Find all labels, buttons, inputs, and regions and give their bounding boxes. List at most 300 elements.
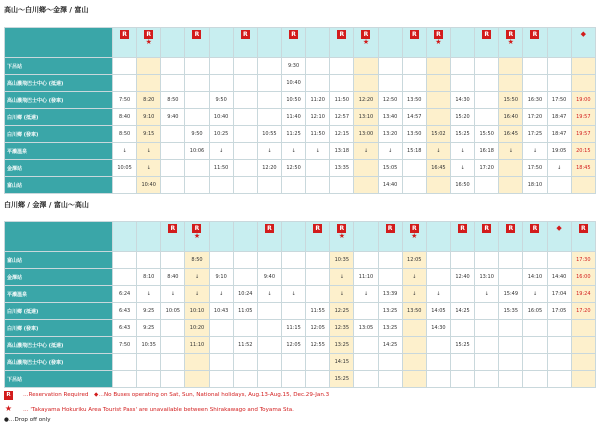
- time-cell: 13:50: [402, 126, 426, 143]
- time-cell: 12:50: [281, 160, 305, 177]
- time-cell: ↓: [354, 286, 378, 303]
- reservation-icon: R: [265, 224, 274, 233]
- time-cell: [161, 371, 185, 388]
- time-cell: 12:05: [281, 337, 305, 354]
- time-cell: 8:50: [113, 126, 137, 143]
- time-cell: 13:39: [378, 286, 402, 303]
- time-cell: 16:40: [499, 109, 523, 126]
- reservation-icon: R: [4, 391, 13, 400]
- time-cell: [402, 177, 426, 194]
- time-cell: [475, 337, 499, 354]
- station-label: 金澤站: [5, 269, 113, 286]
- time-cell: 13:18: [330, 143, 354, 160]
- time-cell: 14:25: [450, 303, 474, 320]
- time-cell: [233, 92, 257, 109]
- time-cell: [499, 252, 523, 269]
- time-cell: 11:10: [185, 337, 209, 354]
- time-cell: 13:20: [378, 126, 402, 143]
- star-icon: ★: [411, 232, 418, 240]
- time-cell: 17:50: [547, 92, 571, 109]
- star-icon: ★: [145, 38, 152, 46]
- header-cell: [185, 222, 209, 252]
- time-cell: [209, 252, 233, 269]
- time-cell: 11:05: [233, 303, 257, 320]
- time-cell: [209, 177, 233, 194]
- time-cell: [281, 371, 305, 388]
- time-cell: [209, 337, 233, 354]
- time-cell: [113, 371, 137, 388]
- reservation-icon: R: [410, 224, 419, 233]
- time-cell: [306, 177, 330, 194]
- time-cell: 10:24: [233, 286, 257, 303]
- legend-pass-text: … 'Takayama Hokuriku Area Tourist Pass' are unavailable between Shirakawago and Toyama Sta.: [23, 407, 294, 413]
- time-cell: ↓: [257, 286, 281, 303]
- station-label: 白川鄉 (發車): [5, 126, 113, 143]
- time-cell: 10:35: [330, 252, 354, 269]
- time-cell: [571, 177, 595, 194]
- time-cell: 6:43: [113, 303, 137, 320]
- time-cell: 10:40: [281, 75, 305, 92]
- time-cell: [402, 354, 426, 371]
- time-cell: [475, 371, 499, 388]
- time-cell: 8:50: [185, 252, 209, 269]
- table-row: [5, 177, 596, 194]
- time-cell: ↓: [137, 143, 161, 160]
- time-cell: 10:40: [209, 109, 233, 126]
- time-cell: [137, 354, 161, 371]
- time-cell: 12:35: [330, 320, 354, 337]
- time-cell: 15:25: [330, 371, 354, 388]
- time-cell: [523, 337, 547, 354]
- station-label: 白川鄉 (抵達): [5, 109, 113, 126]
- time-cell: [257, 371, 281, 388]
- table-row: [5, 75, 596, 92]
- time-cell: [233, 109, 257, 126]
- time-cell: 15:25: [450, 126, 474, 143]
- time-cell: [378, 252, 402, 269]
- table2-title: 白川鄉 / 金澤 / 富山～高山: [4, 201, 89, 209]
- time-cell: [571, 320, 595, 337]
- time-cell: 13:00: [354, 126, 378, 143]
- header-cell: [523, 28, 547, 58]
- time-cell: [547, 320, 571, 337]
- time-cell: [450, 371, 474, 388]
- header-cell: [137, 28, 161, 58]
- time-cell: ↓: [523, 286, 547, 303]
- time-cell: [161, 75, 185, 92]
- time-cell: 9:25: [137, 320, 161, 337]
- time-cell: 9:25: [137, 303, 161, 320]
- time-cell: ↓: [354, 143, 378, 160]
- time-cell: [330, 177, 354, 194]
- time-cell: [475, 109, 499, 126]
- time-cell: [571, 75, 595, 92]
- time-cell: [402, 160, 426, 177]
- time-cell: 10:40: [137, 177, 161, 194]
- reservation-icon: R: [530, 30, 539, 39]
- reservation-icon: R: [120, 30, 129, 39]
- time-cell: [233, 252, 257, 269]
- time-cell: 19:57: [571, 126, 595, 143]
- time-cell: [281, 177, 305, 194]
- header-cell: [233, 222, 257, 252]
- time-cell: [475, 320, 499, 337]
- time-cell: [113, 177, 137, 194]
- time-cell: 11:20: [306, 92, 330, 109]
- time-cell: [161, 126, 185, 143]
- header-cell: [475, 28, 499, 58]
- time-cell: 19:00: [571, 92, 595, 109]
- time-cell: 15:05: [378, 160, 402, 177]
- header-cell: [354, 222, 378, 252]
- header-cell: [426, 222, 450, 252]
- time-cell: ↓: [402, 286, 426, 303]
- time-cell: [402, 371, 426, 388]
- time-cell: 10:06: [185, 143, 209, 160]
- time-cell: 10:10: [185, 303, 209, 320]
- time-cell: 17:50: [523, 160, 547, 177]
- time-cell: [450, 252, 474, 269]
- time-cell: [185, 92, 209, 109]
- station-label: 金澤站: [5, 160, 113, 177]
- time-cell: 11:15: [281, 320, 305, 337]
- header-cell: [402, 222, 426, 252]
- time-cell: 12:05: [306, 320, 330, 337]
- header-cell: [571, 28, 595, 58]
- time-cell: 15:50: [499, 92, 523, 109]
- time-cell: [354, 160, 378, 177]
- station-label: 白川鄉 (抵達): [5, 303, 113, 320]
- time-cell: [499, 371, 523, 388]
- time-cell: 15:49: [499, 286, 523, 303]
- time-cell: 16:18: [475, 143, 499, 160]
- header-cell: [547, 222, 571, 252]
- time-cell: 10:43: [209, 303, 233, 320]
- time-cell: [161, 160, 185, 177]
- time-cell: 8:20: [137, 92, 161, 109]
- time-cell: 11:40: [281, 109, 305, 126]
- legend-dropoff: ●…Drop off only: [4, 417, 51, 423]
- time-cell: 14:05: [426, 303, 450, 320]
- time-cell: 19:24: [571, 286, 595, 303]
- time-cell: 12:15: [330, 126, 354, 143]
- time-cell: ↓: [209, 143, 233, 160]
- time-cell: 12:10: [306, 109, 330, 126]
- time-cell: [257, 177, 281, 194]
- time-cell: ↓: [378, 143, 402, 160]
- reservation-icon: R: [434, 30, 443, 39]
- time-cell: 14:25: [378, 337, 402, 354]
- header-cell: [426, 28, 450, 58]
- reservation-icon: R: [241, 30, 250, 39]
- legend-reservation-text: …Reservation Required ◆…No Buses operating on Sat, Sun, National holidays, Aug.13-Aug.15, Dec.29-Jan.3: [23, 392, 330, 398]
- time-cell: 9:50: [209, 92, 233, 109]
- diamond-icon: ◆: [580, 30, 587, 38]
- time-cell: [233, 143, 257, 160]
- table-row: [5, 58, 596, 75]
- time-cell: 13:25: [378, 320, 402, 337]
- time-cell: [354, 303, 378, 320]
- header-cell: [354, 28, 378, 58]
- time-cell: 10:05: [161, 303, 185, 320]
- time-cell: 8:10: [137, 269, 161, 286]
- station-label: 高山濃飛巴士中心 (抵達): [5, 337, 113, 354]
- time-cell: 11:50: [306, 126, 330, 143]
- time-cell: 10:25: [209, 126, 233, 143]
- time-cell: 7:50: [113, 337, 137, 354]
- time-cell: [378, 371, 402, 388]
- time-cell: 13:25: [330, 337, 354, 354]
- time-cell: [185, 58, 209, 75]
- station-label: 白川鄉 (發車): [5, 320, 113, 337]
- time-cell: [354, 337, 378, 354]
- header-cell: [547, 28, 571, 58]
- header-cell: [402, 28, 426, 58]
- station-label: 高山濃飛巴士中心 (抵達): [5, 75, 113, 92]
- time-cell: 9:10: [137, 109, 161, 126]
- header-row: [5, 28, 596, 58]
- time-cell: [378, 58, 402, 75]
- time-cell: 11:55: [306, 303, 330, 320]
- time-cell: 9:30: [281, 58, 305, 75]
- station-label: 下呂站: [5, 58, 113, 75]
- table-row: [5, 126, 596, 143]
- time-cell: 13:10: [475, 269, 499, 286]
- reservation-icon: R: [337, 30, 346, 39]
- time-cell: [306, 286, 330, 303]
- diamond-icon: ◆: [556, 224, 562, 232]
- time-cell: [161, 252, 185, 269]
- time-cell: 19:05: [547, 143, 571, 160]
- time-cell: [185, 371, 209, 388]
- time-cell: [306, 160, 330, 177]
- time-cell: 17:20: [523, 109, 547, 126]
- reservation-icon: R: [289, 30, 298, 39]
- reservation-icon: R: [361, 30, 370, 39]
- time-cell: [137, 252, 161, 269]
- time-cell: 13:50: [402, 92, 426, 109]
- header-cell: [378, 28, 402, 58]
- reservation-icon: R: [506, 30, 515, 39]
- header-cell: [450, 28, 474, 58]
- time-cell: [475, 177, 499, 194]
- time-cell: [185, 160, 209, 177]
- time-cell: ↓: [450, 143, 474, 160]
- time-cell: 14:57: [402, 109, 426, 126]
- time-cell: 10:55: [257, 126, 281, 143]
- station-label: 平瀨溫泉: [5, 286, 113, 303]
- time-cell: [547, 354, 571, 371]
- time-cell: [499, 75, 523, 92]
- time-cell: 13:35: [330, 160, 354, 177]
- time-cell: 8:50: [161, 92, 185, 109]
- time-cell: 15:02: [426, 126, 450, 143]
- time-cell: ↓: [523, 143, 547, 160]
- time-cell: 16:50: [450, 177, 474, 194]
- time-cell: 17:05: [547, 303, 571, 320]
- time-cell: 14:40: [378, 177, 402, 194]
- time-cell: [499, 354, 523, 371]
- header-cell: [378, 222, 402, 252]
- time-cell: 18:45: [571, 160, 595, 177]
- time-cell: [426, 354, 450, 371]
- time-cell: 18:47: [547, 126, 571, 143]
- time-cell: [499, 337, 523, 354]
- time-cell: [161, 337, 185, 354]
- reservation-icon: R: [482, 30, 491, 39]
- reservation-icon: R: [506, 224, 515, 233]
- time-cell: ↓: [137, 160, 161, 177]
- time-cell: 14:30: [450, 92, 474, 109]
- time-cell: 8:40: [113, 109, 137, 126]
- header-cell: [161, 28, 185, 58]
- time-cell: 12:40: [450, 269, 474, 286]
- time-cell: [523, 354, 547, 371]
- time-cell: [450, 320, 474, 337]
- time-cell: [281, 303, 305, 320]
- time-cell: ↓: [499, 143, 523, 160]
- time-cell: [547, 371, 571, 388]
- header-cell: [257, 28, 281, 58]
- time-cell: ↓: [306, 143, 330, 160]
- reservation-icon: R: [337, 224, 346, 233]
- time-cell: [378, 75, 402, 92]
- time-cell: [233, 75, 257, 92]
- header-cell: [450, 222, 474, 252]
- time-cell: [161, 58, 185, 75]
- time-cell: [426, 58, 450, 75]
- time-cell: [402, 58, 426, 75]
- time-cell: ↓: [209, 286, 233, 303]
- time-cell: 15:25: [450, 337, 474, 354]
- station-label: 富山站: [5, 252, 113, 269]
- time-cell: [233, 269, 257, 286]
- time-cell: 10:35: [137, 337, 161, 354]
- time-cell: 11:52: [233, 337, 257, 354]
- station-label: 平瀨溫泉: [5, 143, 113, 160]
- time-cell: 14:10: [523, 269, 547, 286]
- time-cell: 19:57: [571, 109, 595, 126]
- time-cell: 7:50: [113, 92, 137, 109]
- reservation-icon: R: [458, 224, 467, 233]
- table-row: [5, 252, 596, 269]
- time-cell: 15:18: [402, 143, 426, 160]
- header-cell: [113, 28, 137, 58]
- header-cell: [113, 222, 137, 252]
- time-cell: [354, 252, 378, 269]
- time-cell: [185, 354, 209, 371]
- time-cell: [113, 269, 137, 286]
- time-cell: 13:40: [378, 109, 402, 126]
- table-row: [5, 143, 596, 160]
- time-cell: [402, 75, 426, 92]
- time-cell: [475, 75, 499, 92]
- time-cell: [209, 58, 233, 75]
- reservation-icon: R: [192, 30, 201, 39]
- time-cell: ↓: [330, 286, 354, 303]
- time-cell: [257, 58, 281, 75]
- time-cell: [426, 109, 450, 126]
- time-cell: 10:50: [281, 92, 305, 109]
- time-cell: [330, 58, 354, 75]
- time-cell: 14:15: [330, 354, 354, 371]
- time-cell: 18:10: [523, 177, 547, 194]
- time-cell: [233, 320, 257, 337]
- time-cell: [354, 371, 378, 388]
- table1-title: 高山～白川鄉～金澤 / 富山: [4, 6, 89, 14]
- time-cell: 20:15: [571, 143, 595, 160]
- time-cell: [426, 371, 450, 388]
- time-cell: [233, 58, 257, 75]
- star-icon: ★: [507, 38, 514, 46]
- time-cell: [475, 354, 499, 371]
- time-cell: 9:50: [185, 126, 209, 143]
- header-row: [5, 222, 596, 252]
- station-label: 富山站: [5, 177, 113, 194]
- header-cell: [233, 28, 257, 58]
- header-cell: [306, 28, 330, 58]
- time-cell: [475, 303, 499, 320]
- header-cell: [209, 222, 233, 252]
- table-row: [5, 303, 596, 320]
- time-cell: [402, 320, 426, 337]
- reservation-icon: R: [386, 224, 395, 233]
- time-cell: [306, 58, 330, 75]
- reservation-icon: R: [579, 224, 588, 233]
- time-cell: 12:57: [330, 109, 354, 126]
- time-cell: [426, 92, 450, 109]
- time-cell: [475, 252, 499, 269]
- reservation-icon: R: [144, 30, 153, 39]
- header-cell: [137, 222, 161, 252]
- station-label: 高山濃飛巴士中心 (發車): [5, 354, 113, 371]
- header-corner: [5, 222, 113, 252]
- header-cell: [330, 222, 354, 252]
- time-cell: [306, 269, 330, 286]
- time-cell: [281, 252, 305, 269]
- time-cell: 10:05: [113, 160, 137, 177]
- time-cell: [402, 337, 426, 354]
- time-cell: 6:43: [113, 320, 137, 337]
- time-cell: [113, 354, 137, 371]
- table-row: [5, 92, 596, 109]
- time-cell: [233, 354, 257, 371]
- time-cell: 13:25: [378, 303, 402, 320]
- table-row: [5, 337, 596, 354]
- time-cell: 14:40: [547, 269, 571, 286]
- time-cell: ↓: [161, 286, 185, 303]
- table-row: [5, 371, 596, 388]
- time-cell: 14:30: [426, 320, 450, 337]
- time-cell: [475, 58, 499, 75]
- time-cell: 13:10: [354, 109, 378, 126]
- time-cell: [209, 320, 233, 337]
- time-cell: [499, 177, 523, 194]
- time-cell: [185, 75, 209, 92]
- time-cell: [161, 354, 185, 371]
- time-cell: [571, 58, 595, 75]
- table-row: [5, 160, 596, 177]
- time-cell: [354, 75, 378, 92]
- header-cell: [523, 222, 547, 252]
- time-cell: [523, 371, 547, 388]
- time-cell: ↓: [450, 160, 474, 177]
- time-cell: [450, 75, 474, 92]
- time-cell: 18:47: [547, 109, 571, 126]
- time-cell: [547, 58, 571, 75]
- table-row: [5, 286, 596, 303]
- header-cell: [161, 222, 185, 252]
